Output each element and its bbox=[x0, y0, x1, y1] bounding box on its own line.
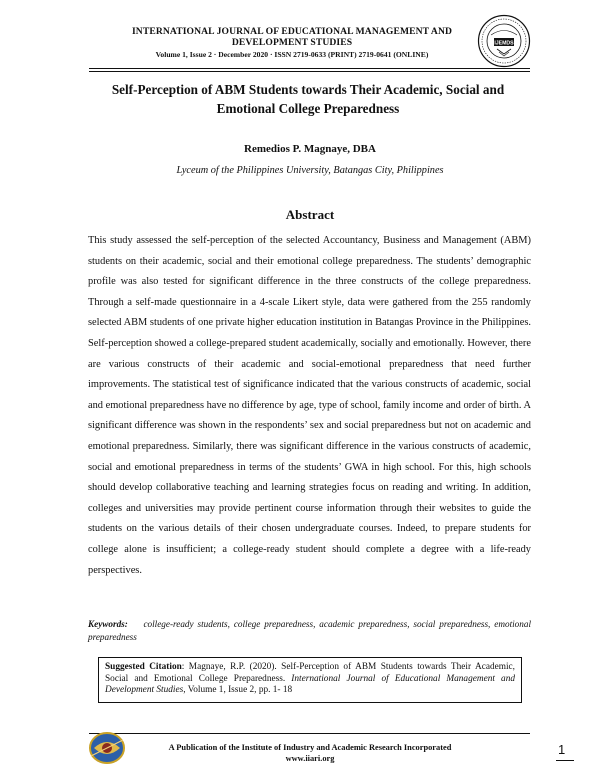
footer-rule bbox=[89, 733, 530, 734]
author-name: Remedios P. Magnaye, DBA bbox=[244, 143, 376, 155]
page-number: 1 bbox=[558, 742, 566, 757]
suggested-citation bbox=[98, 657, 522, 703]
page-number-rule bbox=[556, 760, 574, 761]
header-rule bbox=[89, 68, 530, 69]
journal-header bbox=[108, 26, 476, 60]
keywords-list: college-ready students, college preparedness, academic preparedness, social preparedness, emotional preparedness bbox=[88, 619, 532, 642]
keywords bbox=[88, 618, 531, 643]
citation-text: : Magnaye, R.P. (2020). Self-Perception of ABM Students towards Their Academic, Social and Emotional College Preparedness. bbox=[105, 662, 516, 684]
header-rule-thin bbox=[89, 71, 530, 72]
paper-title: Self-Perception of ABM Students towards Their Academic, Social and Emotional College Preparedness bbox=[111, 82, 505, 116]
author-affiliation: Lyceum of the Philippines University, Batangas City, Philippines bbox=[176, 165, 444, 176]
keywords-label: Keywords: bbox=[88, 619, 128, 629]
journal-meta: Volume 1, Issue 2 · December 2020 · ISSN 2719-0633 (PRINT) 2719-0641 (ONLINE) bbox=[155, 50, 429, 59]
publisher-name: A Publication of the Institute of Industry and Academic Research Incorporated bbox=[168, 743, 452, 752]
svg-text:IJEMDS: IJEMDS bbox=[494, 40, 514, 47]
citation-label: Suggested Citation bbox=[105, 662, 182, 672]
journal-seal-icon bbox=[477, 14, 531, 68]
citation-volume: , Volume 1, Issue 2, pp. 1- 18 bbox=[183, 685, 293, 695]
citation-journal: International Journal of Educational Management and Development Studies bbox=[105, 673, 515, 695]
abstract-text: This study assessed the self-perception of the selected Accountancy, Business and Management (ABM) students on their academic, social and their emotional college preparedness. The students’ demographic profile was also tested for significant difference in the three constructs of the college preparedness. Through a self-made questionnaire in a 4-scale Likert style, data were gathered from the 255 randomly selected ABM students of one private higher education institution in Batangas Province in the Philippines. Self-perception showed a college-prepared student academically, socially and emotionally. However, there are various constructs of their academic and social-emotional preparedness that need further improvements. The statistical test of significance indicated that the various constructs of academic, social and emotional preparedness have no difference by age, type of school, family income and order of birth. A significant difference was shown in the respondents’ sex and social preparedness but not on academic and emotional preparedness. Similarly, there was significant difference in the various constructs of academic, social and emotional preparedness in terms of the students’ GWA in high school. For this, high schools should develop collaborative teaching and learning strategies focus on reading and writing. In addition, colleges and universities may provide pertinent course information through their websites to guide the students on the various details of their chosen undergraduate courses. Indeed, to prepare students for college alone is insufficient; a college-ready student should complete a degree with a life-ready perspectives. bbox=[88, 235, 531, 576]
journal-name: INTERNATIONAL JOURNAL OF EDUCATIONAL MANAGEMENT AND DEVELOPMENT STUDIES bbox=[131, 26, 453, 48]
publisher-website: www.iiari.org bbox=[285, 754, 335, 763]
footer-publisher bbox=[130, 742, 490, 764]
abstract-heading: Abstract bbox=[285, 207, 335, 222]
iiari-logo-icon bbox=[88, 730, 126, 766]
